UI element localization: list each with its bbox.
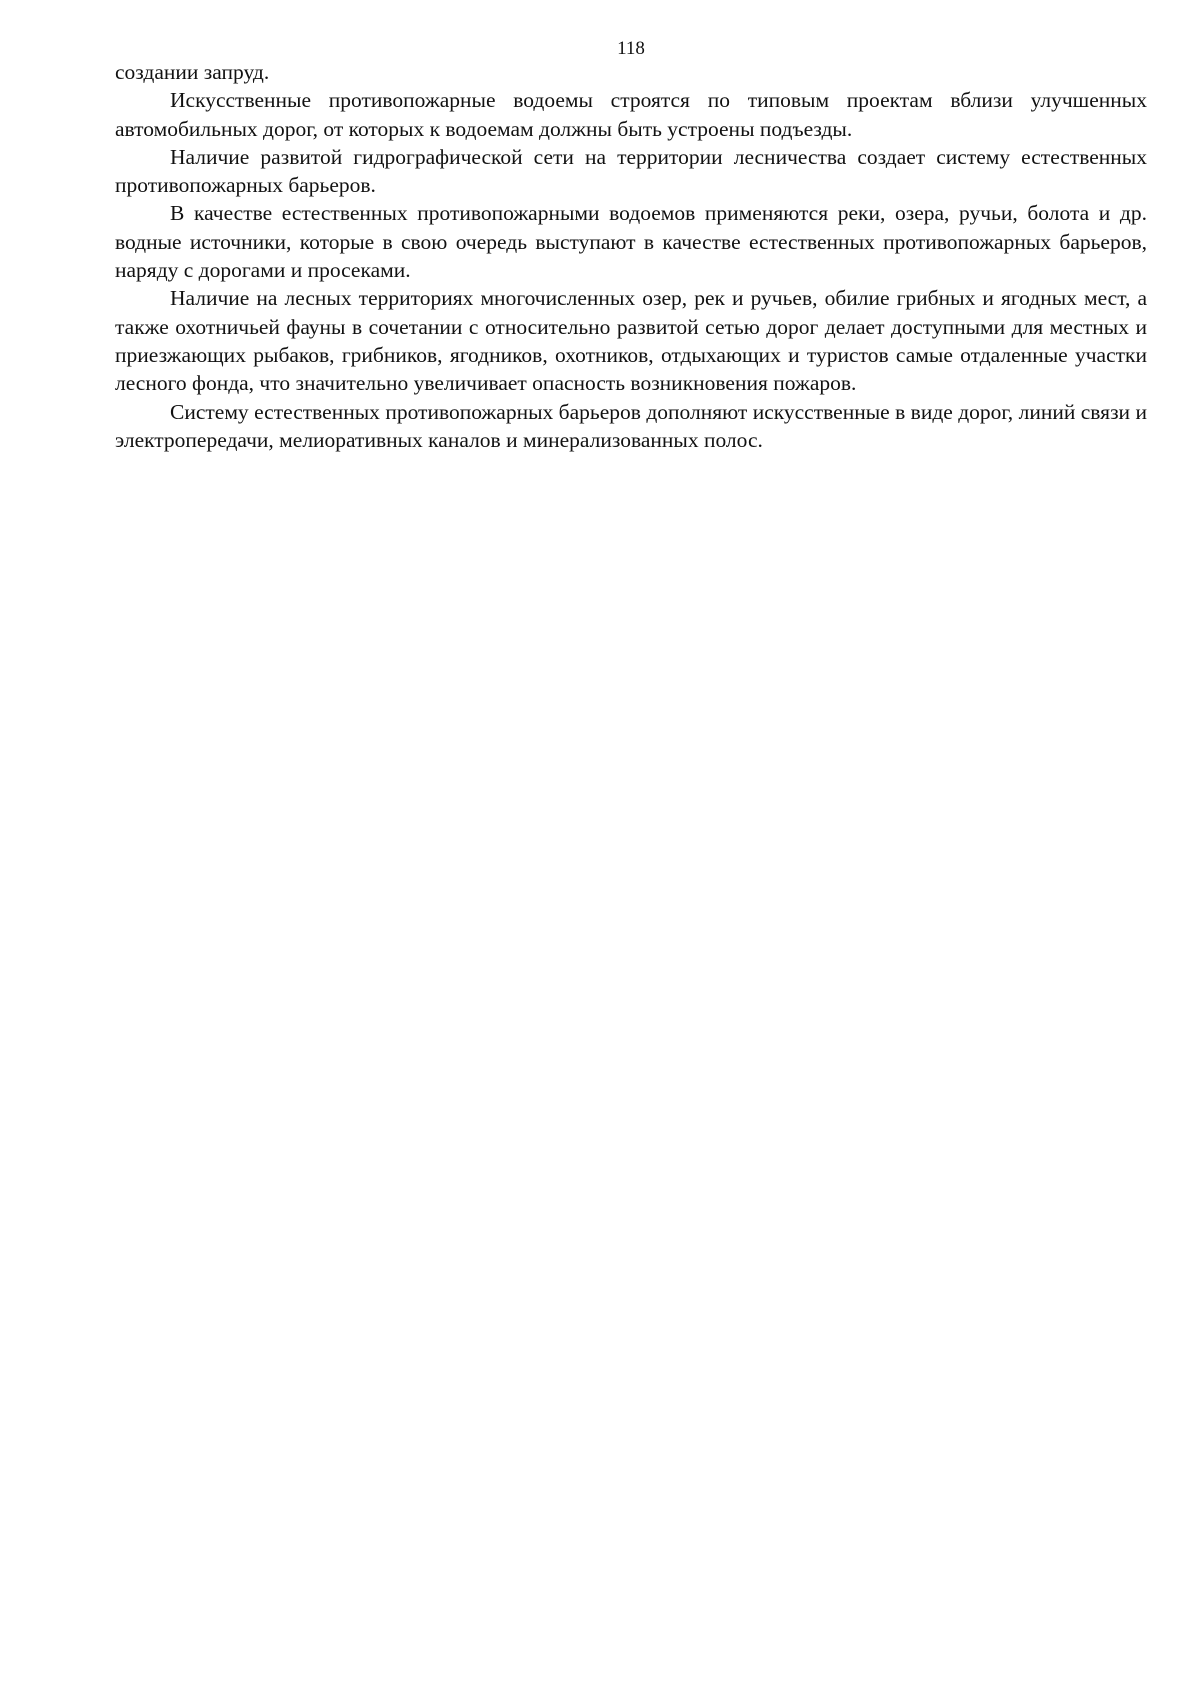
- paragraph: В качестве естественных противопожарными водоемов применяются реки, озера, ручьи, болота и др. водные источники, которые в свою очередь выступают в качестве естественных противопожарных барьеров, наряду с дорогами и просеками.: [115, 201, 1147, 283]
- paragraph: Наличие развитой гидрографической сети на территории лесничества создает систему естественных противопожарных барьеров.: [115, 144, 1147, 198]
- paragraph: создании запруд.: [115, 60, 270, 84]
- document-body: [115, 58, 1147, 454]
- paragraph: Искусственные противопожарные водоемы строятся по типовым проектам вблизи улучшенных автомобильных дорог, от которых к водоемам должны быть устроены подъезды.: [115, 88, 1147, 141]
- paragraph: Наличие на лесных территориях многочисленных озер, рек и ручьев, обилие грибных и ягодных мест, а также охотничьей фауны в сочетании с относительно развитой сетью дорог делает доступными для местных и приезжающих рыбаков, грибников, ягодников, охотников, отдыхающих и туристов самые отдаленные участки лесного фонда, что значительно увеличивает опасность возникновения пожаров.: [115, 286, 1147, 396]
- paragraph: Систему естественных противопожарных барьеров дополняют искусственные в виде дорог, линий связи и электропередачи, мелиоративных каналов и минерализованных полос.: [115, 399, 1147, 452]
- page-number: 118: [617, 38, 645, 59]
